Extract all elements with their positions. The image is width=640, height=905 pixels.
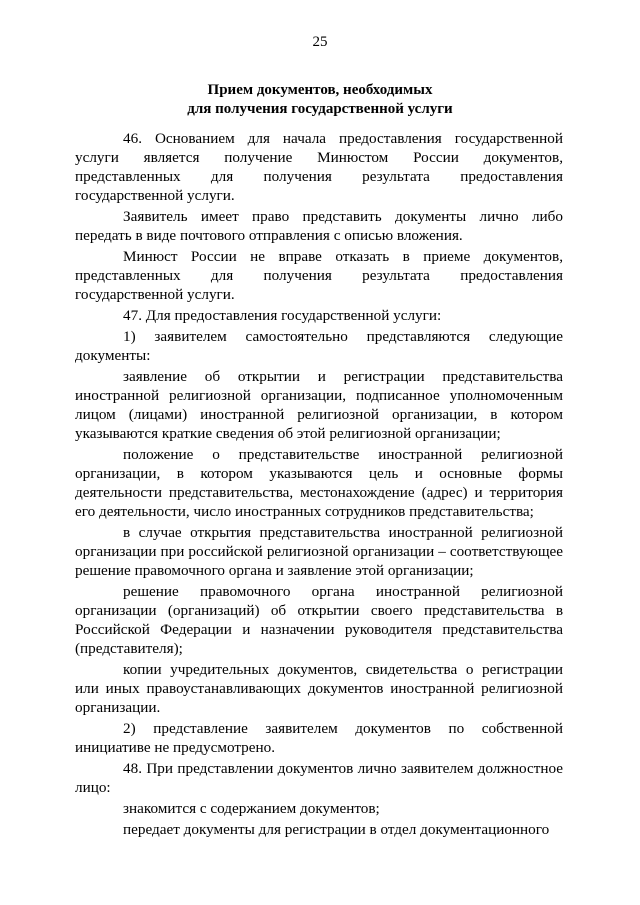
paragraph-decision: решение правомочного органа иностранной религиозной организации (организаций) об открытии своего представительства в Российской Федерации и назначении руководителя представительства (представителя); xyxy=(75,583,563,657)
paragraph-no-refusal: Минюст России не вправе отказать в приеме документов, представленных для получения результата предоставления государственной услуги. xyxy=(75,248,563,303)
paragraph-47-intro: 47. Для предоставления государственной услуги: xyxy=(123,307,442,324)
paragraph-application: заявление об открытии и регистрации представительства иностранной религиозной организации, подписанное уполномоченным лицом (лицами) иностранной религиозной организации, в котором указываются краткие сведения об этой религиозной организации; xyxy=(75,368,563,442)
paragraph-copies: копии учредительных документов, свидетельства о регистрации или иных правоустанавливающих документов иностранной религиозной организации. xyxy=(75,661,563,716)
section-heading-line-2: для получения государственной услуги xyxy=(187,101,453,117)
paragraph-48-review: знакомится с содержанием документов; xyxy=(123,800,380,817)
paragraph-48-transfer: передает документы для регистрации в отдел документационного xyxy=(123,821,550,838)
document-body xyxy=(75,129,563,841)
section-heading-line-1: Прием документов, необходимых xyxy=(207,82,433,98)
paragraph-russian-org-case: в случае открытия представительства иностранной религиозной организации при российской религиозной организации – соответствующее решение правомочного органа и заявление этой организации; xyxy=(75,524,563,579)
paragraph-regulation: положение о представительстве иностранной религиозной организации, в котором указываются цель и основные формы деятельности представительства, местонахождение (адрес) и территория его деятельности, число иностранных сотрудников представительства; xyxy=(75,446,563,520)
section-heading xyxy=(75,81,565,119)
paragraph-46-basis: 46. Основанием для начала предоставления государственной услуги является получение Минюстом России документов, представленных для получения результата предоставления государственной услуги. xyxy=(75,130,563,204)
page-number: 25 xyxy=(312,34,328,50)
paragraph-47-item-1: 1) заявителем самостоятельно представляются следующие документы: xyxy=(75,328,563,364)
paragraph-48-intro: 48. При представлении документов лично заявителем должностное лицо: xyxy=(75,760,563,796)
paragraph-47-item-2: 2) представление заявителем документов по собственной инициативе не предусмотрено. xyxy=(75,720,563,756)
paragraph-applicant-right: Заявитель имеет право представить документы лично либо передать в виде почтового отправления с описью вложения. xyxy=(75,208,563,244)
